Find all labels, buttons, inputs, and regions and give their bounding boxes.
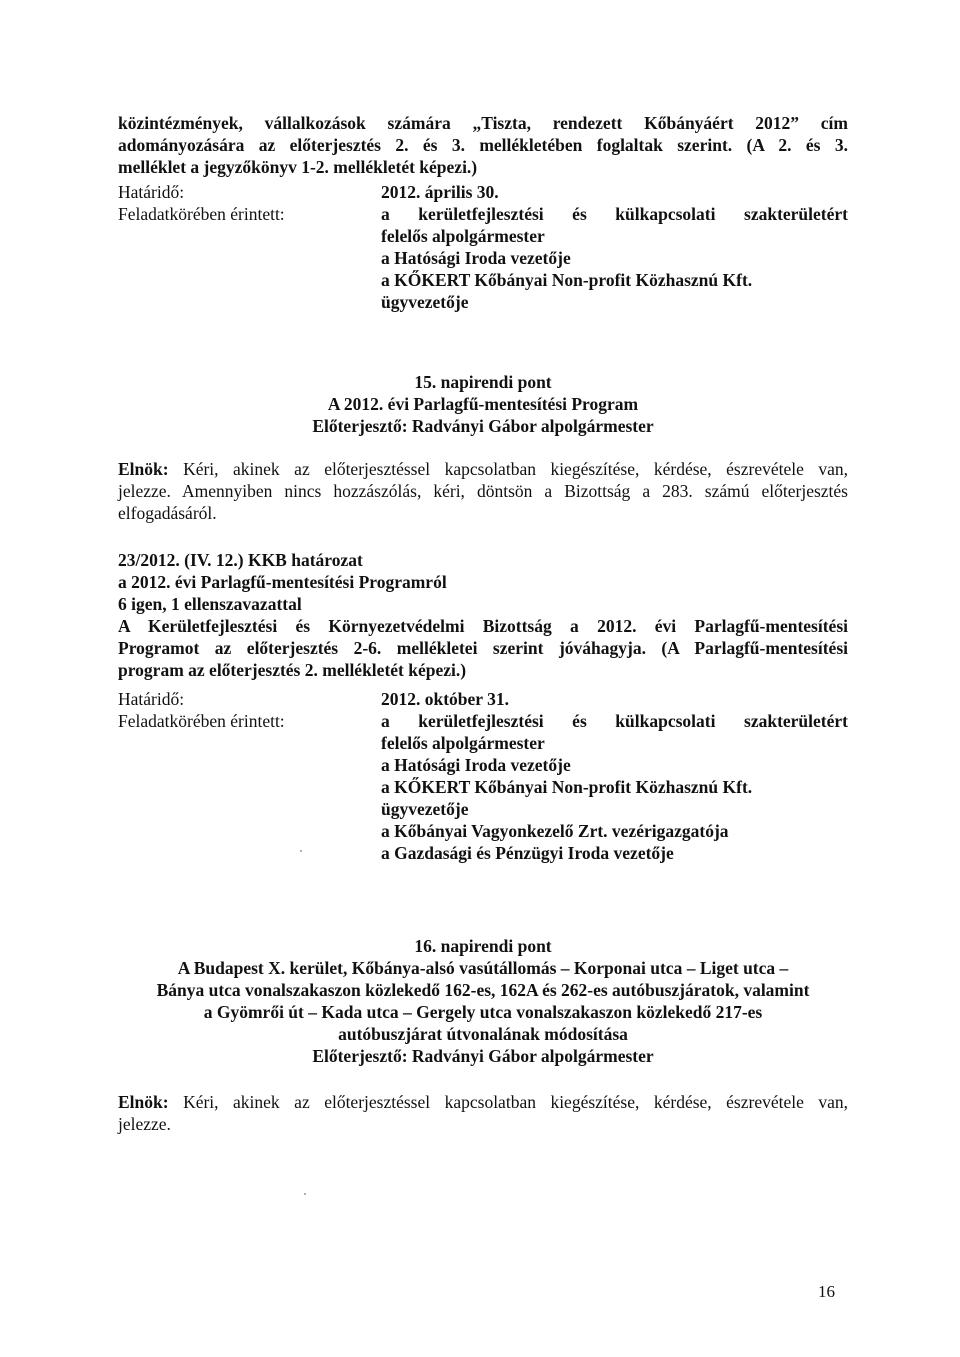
chair-text: jelezze. Amennyiben nincs hozzászólás, kéri, döntsön a Bizottság a 283. számú előterjesztés [118, 481, 848, 501]
deadline-section-1 [118, 181, 848, 313]
agenda-title: autóbuszjárat útvonalának módosítása [338, 1024, 628, 1044]
resolution-text: program az előterjesztés 2. mellékletét képezi.) [118, 660, 467, 680]
responsible-line: ügyvezetője [381, 292, 469, 312]
resolution-text: Programot az előterjesztés 2-6. mellékletei szerint jóváhagyja. (A Parlagfű-mentesítési [118, 638, 848, 658]
agenda-title: A 2012. évi Parlagfű-mentesítési Program [327, 394, 639, 414]
chair-text: Kéri, akinek az előterjesztéssel kapcsolatban kiegészítése, kérdése, észrevétele van, [183, 1092, 849, 1112]
deadline-section-2 [118, 688, 848, 864]
agenda-number: 15. napirendi pont [414, 372, 552, 392]
responsible-line: felelős alpolgármester [381, 226, 545, 246]
agenda-item-15-heading [118, 371, 848, 437]
chair-label: Elnök: [118, 1092, 169, 1112]
resolution-votes: 6 igen, 1 ellenszavazattal [118, 594, 302, 614]
responsible-label: Feladatkörében érintett: [118, 711, 285, 731]
agenda-presenter: Előterjesztő: Radványi Gábor alpolgármester [312, 1046, 654, 1066]
responsible-line: a KŐKERT Kőbányai Non-profit Közhasznú Kft. [381, 270, 753, 290]
agenda-presenter: Előterjesztő: Radványi Gábor alpolgármester [312, 416, 654, 436]
agenda-title: Bánya utca vonalszakaszon közlekedő 162-es, 162A és 262-es autóbuszjáratok, valamint [156, 980, 810, 1000]
responsible-line: a kerületfejlesztési és külkapcsolati szakterületért [381, 204, 848, 224]
resolution-text: A Kerületfejlesztési és Környezetvédelmi Bizottság a 2012. évi Parlagfű-mentesítési [118, 616, 848, 636]
responsible-line: ügyvezetője [381, 799, 469, 819]
responsible-line: a Gazdasági és Pénzügyi Iroda vezetője [381, 843, 674, 863]
responsible-line: a Kőbányai Vagyonkezelő Zrt. vezérigazgatója [381, 821, 729, 841]
agenda-number: 16. napirendi pont [414, 936, 552, 956]
intro-line-3: melléklet a jegyzőkönyv 1-2. mellékletét képezi.) [118, 157, 478, 177]
chair-text: elfogadásáról. [118, 503, 217, 523]
chair-remark-16 [118, 1091, 848, 1135]
agenda-title: a Gyömrői út – Kada utca – Gergely utca vonalszakaszon közlekedő 217-es [203, 1002, 763, 1022]
chair-text: Kéri, akinek az előterjesztéssel kapcsolatban kiegészítése, kérdése, észrevétele van, [183, 459, 849, 479]
deadline-label: Határidő: [118, 182, 185, 202]
chair-label: Elnök: [118, 459, 169, 479]
responsible-line: a KŐKERT Kőbányai Non-profit Közhasznú Kft. [381, 777, 753, 797]
resolution-subject: a 2012. évi Parlagfű-mentesítési Programról [118, 572, 447, 592]
agenda-title: A Budapest X. kerület, Kőbánya-alsó vasútállomás – Korponai utca – Liget utca – [177, 958, 789, 978]
responsible-line: felelős alpolgármester [381, 733, 545, 753]
intro-line-2: adományozására az előterjesztés 2. és 3. mellékletében foglaltak szerint. (A 2. és 3. [118, 135, 848, 155]
responsible-line: a kerületfejlesztési és külkapcsolati szakterületért [381, 711, 848, 731]
chair-text: jelezze. [118, 1114, 171, 1134]
responsible-label: Feladatkörében érintett: [118, 204, 285, 224]
responsible-line: a Hatósági Iroda vezetője [381, 755, 571, 775]
scan-speck [304, 1193, 306, 1195]
page-number: 16 [818, 1282, 835, 1301]
deadline-value: 2012. október 31. [381, 689, 510, 709]
deadline-label: Határidő: [118, 689, 185, 709]
intro-paragraph [118, 112, 848, 178]
scan-speck [300, 850, 302, 852]
responsible-line: a Hatósági Iroda vezetője [381, 248, 571, 268]
agenda-item-16-heading [118, 935, 848, 1067]
resolution-block [118, 549, 848, 681]
deadline-value: 2012. április 30. [381, 182, 499, 202]
intro-line-1: közintézmények, vállalkozások számára „Tiszta, rendezett Kőbányáért 2012” cím [118, 113, 848, 133]
chair-remark-15 [118, 458, 848, 524]
resolution-id: 23/2012. (IV. 12.) KKB határozat [118, 550, 363, 570]
